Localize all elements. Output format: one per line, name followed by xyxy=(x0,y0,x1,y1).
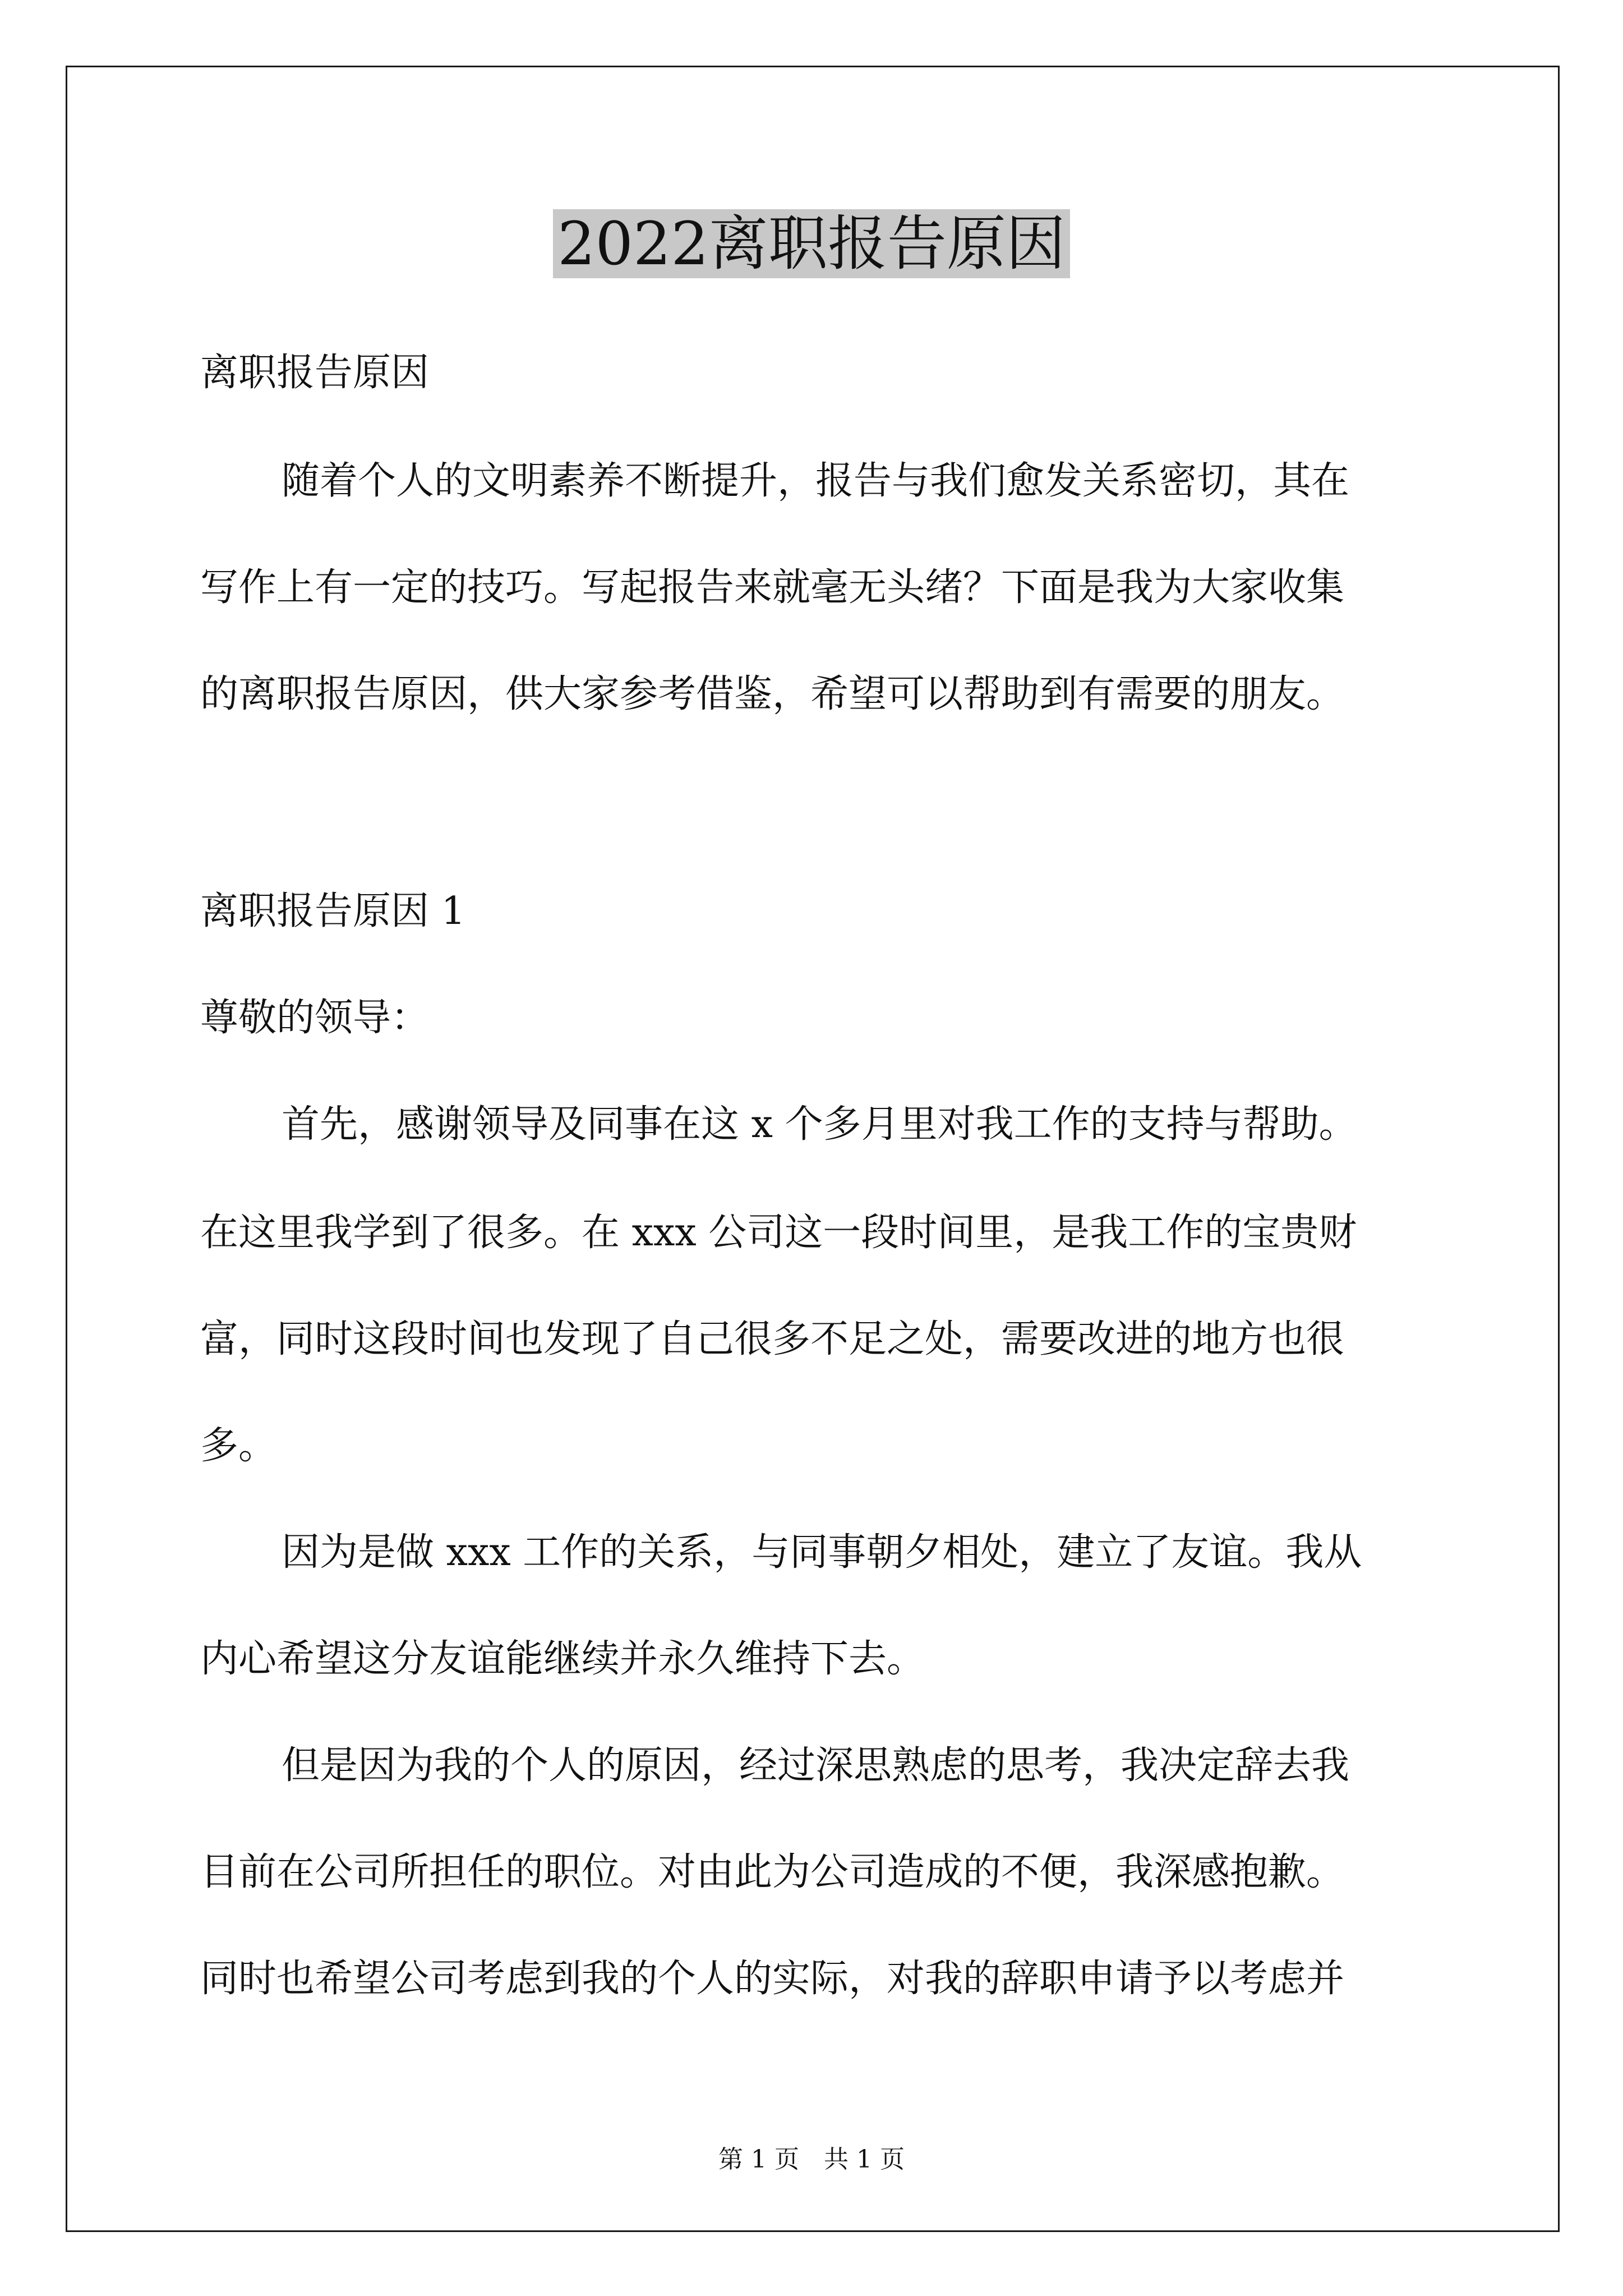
paragraph-line: 随着个人的文明素养不断提升，报告与我们愈发关系密切，其在 xyxy=(282,459,1350,503)
paragraph-line: 因为是做 xxx 工作的关系，与同事朝夕相处，建立了友谊。我从 xyxy=(282,1530,1362,1575)
paragraph-line: 目前在公司所担任的职位。对由此为公司造成的不便，我深感抱歉。 xyxy=(200,1850,1345,1894)
section-heading: 离职报告原因 xyxy=(200,351,430,395)
document-title-text: 2022离职报告原因 xyxy=(553,209,1070,278)
salutation: 尊敬的领导： xyxy=(200,996,430,1040)
paragraph-line: 同时也希望公司考虑到我的个人的实际，对我的辞职申请予以考虑并 xyxy=(200,1957,1345,2001)
paragraph-line: 的离职报告原因，供大家参考借鉴，希望可以帮助到有需要的朋友。 xyxy=(200,672,1345,716)
paragraph-line: 多。 xyxy=(200,1424,277,1468)
paragraph-line: 在这里我学到了很多。在 xxx 公司这一段时间里，是我工作的宝贵财 xyxy=(200,1211,1357,1255)
document-title xyxy=(0,208,1623,280)
paragraph-line: 首先，感谢领导及同事在这 x 个多月里对我工作的支持与帮助。 xyxy=(282,1102,1357,1147)
paragraph-line: 富，同时这段时间也发现了自己很多不足之处，需要改进的地方也很 xyxy=(200,1317,1345,1361)
paragraph-line: 但是因为我的个人的原因，经过深思熟虑的思考，我决定辞去我 xyxy=(282,1743,1350,1788)
page-number: 第 1 页 共 1 页 xyxy=(718,2145,905,2174)
page-footer xyxy=(0,2143,1623,2177)
section-heading: 离职报告原因 1 xyxy=(200,889,465,933)
paragraph-line: 写作上有一定的技巧。写起报告来就毫无头绪？下面是我为大家收集 xyxy=(200,565,1345,610)
paragraph-line: 内心希望这分友谊能继续并永久维持下去。 xyxy=(200,1637,925,1681)
